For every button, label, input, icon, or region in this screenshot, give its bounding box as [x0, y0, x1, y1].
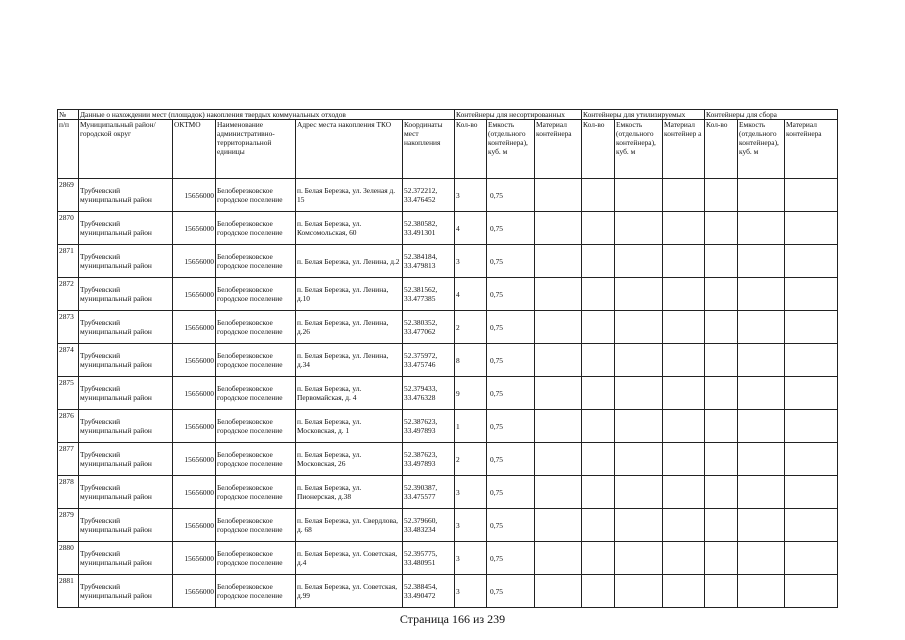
cell-district: Трубчевский муниципальный район: [79, 476, 173, 509]
cell-district: Трубчевский муниципальный район: [79, 179, 173, 212]
cell-count: 4: [455, 212, 487, 245]
cell-oktmo: 15656000: [173, 443, 216, 476]
cell-empty: [785, 476, 838, 509]
cell-district: Трубчевский муниципальный район: [79, 311, 173, 344]
cell-count: 3: [455, 509, 487, 542]
cell-address: п. Белая Березка, ул. Зеленая д. 15: [296, 179, 403, 212]
header-coords: Координаты мест накопления: [403, 120, 455, 179]
cell-empty: [785, 245, 838, 278]
cell-num: 2877: [58, 443, 79, 476]
cell-empty: [582, 509, 615, 542]
header-material-recycle: Материал контейнер а: [663, 120, 705, 179]
cell-coords: 52.375972, 33.475746: [403, 344, 455, 377]
cell-empty: [705, 476, 738, 509]
cell-district: Трубчевский муниципальный район: [79, 377, 173, 410]
table-row: [58, 179, 838, 212]
cell-capacity: 0,75: [487, 476, 535, 509]
cell-capacity: 0,75: [487, 443, 535, 476]
cell-capacity: 0,75: [487, 410, 535, 443]
cell-admin: Белоберезковское городское поселение: [216, 212, 296, 245]
table-row: [58, 542, 838, 575]
cell-coords: 52.379660, 33.483234: [403, 509, 455, 542]
header-row-columns: [58, 120, 838, 179]
cell-empty: [615, 509, 663, 542]
cell-num: 2880: [58, 542, 79, 575]
cell-empty: [663, 509, 705, 542]
cell-num: 2875: [58, 377, 79, 410]
header-row-groups: [58, 110, 838, 120]
cell-capacity: 0,75: [487, 278, 535, 311]
cell-empty: [535, 509, 582, 542]
cell-admin: Белоберезковское городское поселение: [216, 377, 296, 410]
header-district: Муниципальный район/городской округ: [79, 120, 173, 179]
cell-address: п. Белая Березка, ул. Советская, д.4: [296, 542, 403, 575]
cell-empty: [535, 311, 582, 344]
cell-num: 2878: [58, 476, 79, 509]
cell-address: п. Белая Березка, ул. Ленина, д.34: [296, 344, 403, 377]
cell-capacity: 0,75: [487, 179, 535, 212]
cell-empty: [582, 344, 615, 377]
cell-empty: [663, 278, 705, 311]
cell-empty: [615, 179, 663, 212]
cell-empty: [582, 377, 615, 410]
cell-admin: Белоберезковское городское поселение: [216, 245, 296, 278]
cell-empty: [785, 443, 838, 476]
cell-num: 2876: [58, 410, 79, 443]
cell-capacity: 0,75: [487, 212, 535, 245]
cell-empty: [615, 278, 663, 311]
cell-coords: 52.372212, 33.476452: [403, 179, 455, 212]
cell-empty: [738, 344, 785, 377]
cell-district: Трубчевский муниципальный район: [79, 443, 173, 476]
cell-empty: [738, 476, 785, 509]
cell-empty: [663, 179, 705, 212]
cell-oktmo: 15656000: [173, 311, 216, 344]
cell-capacity: 0,75: [487, 575, 535, 608]
cell-coords: 52.390387, 33.475577: [403, 476, 455, 509]
cell-address: п. Белая Березка, ул. Ленина, д.2: [296, 245, 403, 278]
cell-empty: [705, 212, 738, 245]
cell-empty: [615, 377, 663, 410]
cell-address: п. Белая Березка, ул. Советская, д.99: [296, 575, 403, 608]
cell-oktmo: 15656000: [173, 509, 216, 542]
cell-empty: [663, 212, 705, 245]
cell-empty: [738, 311, 785, 344]
cell-coords: 52.387623, 33.497893: [403, 443, 455, 476]
cell-address: п. Белая Березка, ул. Московская, д. 1: [296, 410, 403, 443]
header-capacity-unsorted: Емкость (отдельного контейнера), куб. м: [487, 120, 535, 179]
header-capacity-collect: Емкость (отдельного контейнера), куб. м: [738, 120, 785, 179]
table-row: [58, 476, 838, 509]
cell-coords: 52.381562, 33.477385: [403, 278, 455, 311]
header-capacity-recycle: Емкость (отдельного контейнера), куб. м: [615, 120, 663, 179]
cell-admin: Белоберезковское городское поселение: [216, 476, 296, 509]
cell-empty: [663, 344, 705, 377]
cell-empty: [535, 377, 582, 410]
cell-empty: [663, 245, 705, 278]
cell-empty: [738, 179, 785, 212]
cell-capacity: 0,75: [487, 542, 535, 575]
cell-empty: [615, 245, 663, 278]
cell-empty: [705, 575, 738, 608]
cell-count: 3: [455, 245, 487, 278]
cell-oktmo: 15656000: [173, 377, 216, 410]
cell-empty: [785, 179, 838, 212]
cell-oktmo: 15656000: [173, 212, 216, 245]
cell-empty: [535, 542, 582, 575]
cell-empty: [663, 377, 705, 410]
header-count-collect: Кол-во: [705, 120, 738, 179]
header-recycle-group: Контейнеры для утилизируемых: [582, 110, 705, 120]
cell-oktmo: 15656000: [173, 575, 216, 608]
cell-empty: [705, 245, 738, 278]
cell-empty: [535, 278, 582, 311]
cell-count: 3: [455, 575, 487, 608]
cell-district: Трубчевский муниципальный район: [79, 245, 173, 278]
cell-empty: [535, 476, 582, 509]
cell-coords: 52.384184, 33.479813: [403, 245, 455, 278]
cell-empty: [615, 311, 663, 344]
cell-admin: Белоберезковское городское поселение: [216, 311, 296, 344]
cell-empty: [535, 179, 582, 212]
cell-count: 8: [455, 344, 487, 377]
cell-empty: [738, 509, 785, 542]
cell-count: 9: [455, 377, 487, 410]
cell-empty: [535, 245, 582, 278]
cell-empty: [738, 575, 785, 608]
waste-sites-table: [57, 109, 838, 608]
header-material-collect: Материал контейнера: [785, 120, 838, 179]
cell-capacity: 0,75: [487, 377, 535, 410]
table-row: [58, 443, 838, 476]
cell-empty: [615, 542, 663, 575]
cell-oktmo: 15656000: [173, 245, 216, 278]
cell-empty: [582, 476, 615, 509]
cell-empty: [582, 443, 615, 476]
cell-count: 3: [455, 476, 487, 509]
cell-empty: [582, 278, 615, 311]
cell-empty: [615, 575, 663, 608]
header-data-group: Данные о нахождении мест (площадок) накопления твердых коммунальных отходов: [79, 110, 455, 120]
cell-count: 2: [455, 311, 487, 344]
cell-empty: [535, 575, 582, 608]
cell-empty: [705, 443, 738, 476]
cell-address: п. Белая Березка, ул. Пионерская, д.38: [296, 476, 403, 509]
header-unsorted-group: Контейнеры для несортированных: [455, 110, 582, 120]
cell-address: п. Белая Березка, ул. Свердлова, д. 68: [296, 509, 403, 542]
table-row: [58, 278, 838, 311]
cell-district: Трубчевский муниципальный район: [79, 410, 173, 443]
cell-empty: [663, 443, 705, 476]
cell-address: п. Белая Березка, ул. Комсомольская, 60: [296, 212, 403, 245]
cell-empty: [738, 410, 785, 443]
cell-oktmo: 15656000: [173, 410, 216, 443]
cell-empty: [738, 278, 785, 311]
cell-address: п. Белая Березка, ул. Московская, 26: [296, 443, 403, 476]
cell-district: Трубчевский муниципальный район: [79, 542, 173, 575]
header-oktmo: ОКТМО: [173, 120, 216, 179]
cell-oktmo: 15656000: [173, 542, 216, 575]
cell-empty: [535, 344, 582, 377]
cell-coords: 52.379433, 33.476328: [403, 377, 455, 410]
cell-empty: [663, 410, 705, 443]
table-row: [58, 212, 838, 245]
table-row: [58, 410, 838, 443]
header-collect-group: Контейнеры для сбора: [705, 110, 838, 120]
cell-empty: [582, 575, 615, 608]
cell-admin: Белоберезковское городское поселение: [216, 575, 296, 608]
cell-capacity: 0,75: [487, 344, 535, 377]
cell-empty: [785, 575, 838, 608]
cell-empty: [663, 542, 705, 575]
cell-empty: [705, 377, 738, 410]
cell-district: Трубчевский муниципальный район: [79, 278, 173, 311]
cell-num: 2870: [58, 212, 79, 245]
cell-admin: Белоберезковское городское поселение: [216, 542, 296, 575]
header-material-unsorted: Материал контейнера: [535, 120, 582, 179]
cell-empty: [663, 311, 705, 344]
table-row: [58, 575, 838, 608]
cell-empty: [615, 212, 663, 245]
cell-coords: 52.380352, 33.477062: [403, 311, 455, 344]
cell-admin: Белоберезковское городское поселение: [216, 509, 296, 542]
header-pp: п/п: [58, 120, 79, 179]
cell-empty: [738, 377, 785, 410]
cell-empty: [738, 542, 785, 575]
cell-num: 2872: [58, 278, 79, 311]
header-count-unsorted: Кол-во: [455, 120, 487, 179]
cell-num: 2871: [58, 245, 79, 278]
cell-admin: Белоберезковское городское поселение: [216, 344, 296, 377]
cell-empty: [663, 575, 705, 608]
cell-coords: 52.388454, 33.490472: [403, 575, 455, 608]
cell-coords: 52.395775, 33.480951: [403, 542, 455, 575]
cell-admin: Белоберезковское городское поселение: [216, 443, 296, 476]
table-row: [58, 377, 838, 410]
cell-oktmo: 15656000: [173, 179, 216, 212]
cell-empty: [582, 410, 615, 443]
cell-empty: [785, 377, 838, 410]
cell-oktmo: 15656000: [173, 278, 216, 311]
cell-district: Трубчевский муниципальный район: [79, 344, 173, 377]
cell-address: п. Белая Березка, ул. Ленина, д.10: [296, 278, 403, 311]
table-row: [58, 509, 838, 542]
cell-admin: Белоберезковское городское поселение: [216, 179, 296, 212]
header-num: №: [58, 110, 79, 120]
cell-address: п. Белая Березка, ул. Ленина, д.26: [296, 311, 403, 344]
header-count-recycle: Кол-во: [582, 120, 615, 179]
cell-empty: [582, 311, 615, 344]
cell-coords: 52.387623, 33.497893: [403, 410, 455, 443]
cell-empty: [582, 542, 615, 575]
cell-admin: Белоберезковское городское поселение: [216, 278, 296, 311]
cell-empty: [738, 212, 785, 245]
cell-empty: [785, 278, 838, 311]
cell-empty: [705, 179, 738, 212]
cell-num: 2881: [58, 575, 79, 608]
cell-empty: [582, 245, 615, 278]
cell-empty: [615, 344, 663, 377]
cell-num: 2873: [58, 311, 79, 344]
table-row: [58, 245, 838, 278]
cell-empty: [535, 212, 582, 245]
cell-count: 2: [455, 443, 487, 476]
cell-empty: [535, 410, 582, 443]
header-address: Адрес места накопления ТКО: [296, 120, 403, 179]
cell-empty: [705, 278, 738, 311]
cell-empty: [738, 443, 785, 476]
cell-empty: [785, 311, 838, 344]
cell-num: 2874: [58, 344, 79, 377]
cell-empty: [705, 509, 738, 542]
cell-address: п. Белая Березка, ул. Первомайская, д. 4: [296, 377, 403, 410]
cell-capacity: 0,75: [487, 509, 535, 542]
cell-empty: [738, 245, 785, 278]
cell-oktmo: 15656000: [173, 476, 216, 509]
table-row: [58, 311, 838, 344]
cell-empty: [535, 443, 582, 476]
page-number: Страница 166 из 239: [399, 612, 506, 626]
cell-empty: [615, 476, 663, 509]
table-row: [58, 344, 838, 377]
cell-empty: [785, 212, 838, 245]
cell-count: 3: [455, 542, 487, 575]
cell-capacity: 0,75: [487, 311, 535, 344]
cell-capacity: 0,75: [487, 245, 535, 278]
cell-empty: [785, 509, 838, 542]
cell-empty: [705, 344, 738, 377]
cell-empty: [785, 344, 838, 377]
cell-empty: [705, 542, 738, 575]
cell-empty: [705, 410, 738, 443]
cell-empty: [615, 410, 663, 443]
cell-count: 3: [455, 179, 487, 212]
cell-num: 2869: [58, 179, 79, 212]
cell-admin: Белоберезковское городское поселение: [216, 410, 296, 443]
cell-district: Трубчевский муниципальный район: [79, 212, 173, 245]
cell-empty: [785, 542, 838, 575]
cell-count: 1: [455, 410, 487, 443]
cell-coords: 52.380582, 33.491301: [403, 212, 455, 245]
cell-oktmo: 15656000: [173, 344, 216, 377]
cell-empty: [582, 179, 615, 212]
cell-empty: [582, 212, 615, 245]
cell-count: 4: [455, 278, 487, 311]
header-admin: Наименование административно-территориальной единицы: [216, 120, 296, 179]
cell-empty: [785, 410, 838, 443]
cell-empty: [615, 443, 663, 476]
cell-num: 2879: [58, 509, 79, 542]
cell-district: Трубчевский муниципальный район: [79, 575, 173, 608]
cell-empty: [663, 476, 705, 509]
cell-district: Трубчевский муниципальный район: [79, 509, 173, 542]
cell-empty: [705, 311, 738, 344]
